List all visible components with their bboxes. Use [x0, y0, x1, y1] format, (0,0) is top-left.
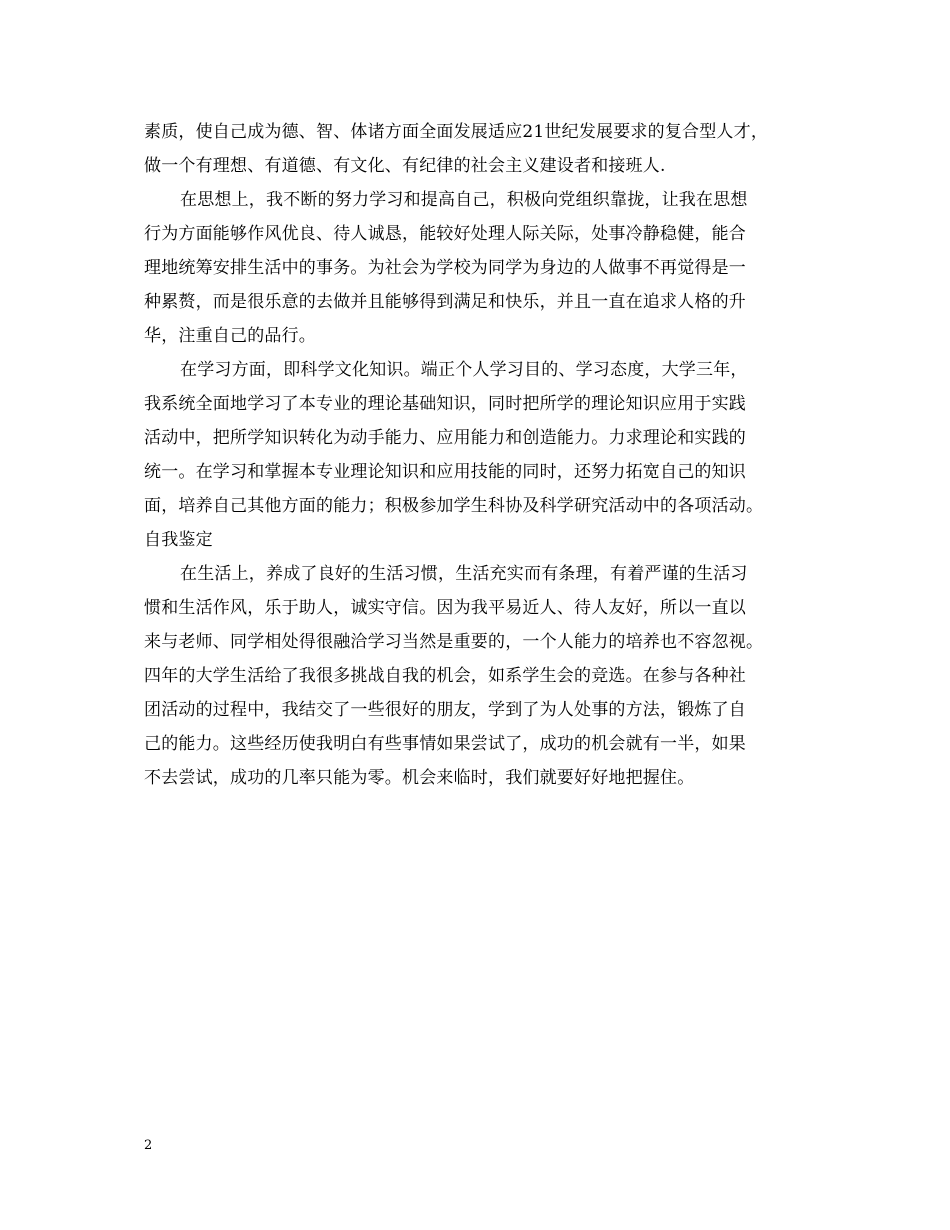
page-number: 2 — [144, 1138, 153, 1153]
text-line: 己的能力。这些经历使我明白有些事情如果尝试了，成功的机会就有一半，如果 — [144, 734, 746, 754]
text-line: 惯和生活作风，乐于助人，诚实守信。因为我平易近人、待人友好，所以一直以 — [144, 598, 746, 618]
text-line: 面，培养自己其他方面的能力；积极参加学生科协及科学研究活动中的各项活动。 — [144, 496, 764, 516]
document-body — [144, 115, 834, 795]
section-label: 自我鉴定 — [144, 530, 213, 550]
text-line: 我系统全面地学习了本专业的理论基础知识，同时把所学的理论知识应用于实践 — [144, 394, 746, 414]
text-line: 华，注重自己的品行。 — [144, 326, 316, 346]
text-line: 团活动的过程中，我结交了一些很好的朋友，学到了为人处事的方法，锻炼了自 — [144, 700, 746, 720]
text-line: 做一个有理想、有道德、有文化、有纪律的社会主义建设者和接班人. — [144, 156, 666, 176]
text-line: 素质，使自己成为德、智、体诸方面全面发展适应21世纪发展要求的复合型人才， — [144, 122, 769, 142]
text-line: 统一。在学习和掌握本专业理论知识和应用技能的同时，还努力拓宽自己的知识 — [144, 462, 746, 482]
text-line: 活动中，把所学知识转化为动手能力、应用能力和创造能力。力求理论和实践的 — [144, 428, 746, 448]
text-line: 理地统筹安排生活中的事务。为社会为学校为同学为身边的人做事不再觉得是一 — [144, 258, 746, 278]
text-line: 行为方面能够作风优良、待人诚恳，能较好处理人际关际，处事冷静稳健，能合 — [144, 224, 746, 244]
text-line: 来与老师、同学相处得很融洽学习当然是重要的，一个人能力的培养也不容忽视。 — [144, 632, 764, 652]
paragraph-start-line: 在学习方面，即科学文化知识。端正个人学习目的、学习态度，大学三年， — [180, 360, 748, 380]
text-line: 种累赘，而是很乐意的去做并且能够得到满足和快乐，并且一直在追求人格的升 — [144, 292, 746, 312]
paragraph-start-line: 在生活上，养成了良好的生活习惯，生活充实而有条理，有着严谨的生活习 — [180, 564, 748, 584]
text-line: 四年的大学生活给了我很多挑战自我的机会，如系学生会的竞选。在参与各种社 — [144, 666, 746, 686]
paragraph-start-line: 在思想上，我不断的努力学习和提高自己，积极向党组织靠拢，让我在思想 — [180, 190, 748, 210]
text-line: 不去尝试，成功的几率只能为零。机会来临时，我们就要好好地把握住。 — [144, 768, 695, 788]
